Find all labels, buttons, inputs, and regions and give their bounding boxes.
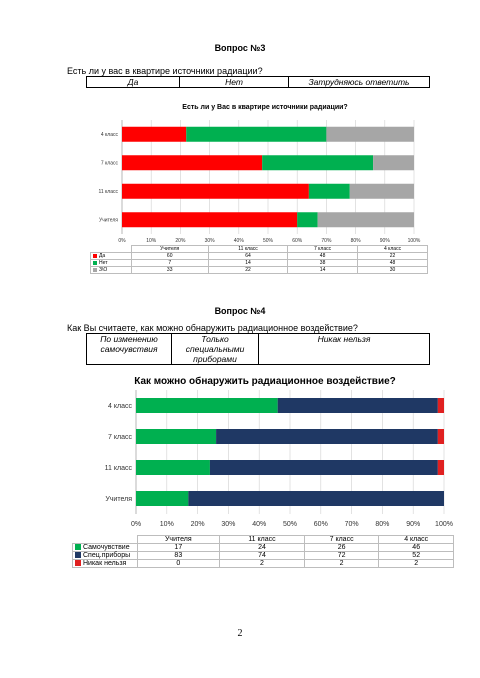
page-number: 2 xyxy=(237,628,243,639)
series-legend-cell xyxy=(91,260,132,267)
q4-option-none: Никак нельзя xyxy=(259,334,430,365)
bar-segment xyxy=(122,127,186,142)
table-value-cell: 83 xyxy=(137,552,220,560)
table-row xyxy=(73,560,454,568)
chart2-data-table xyxy=(72,535,454,568)
table-value-cell: 60 xyxy=(131,253,208,260)
x-tick-label: 50% xyxy=(262,238,274,244)
x-tick-label: 0% xyxy=(118,238,126,244)
table-value-cell: 48 xyxy=(358,260,428,267)
table-value-cell: 14 xyxy=(208,260,287,267)
chart1-plot xyxy=(90,116,430,246)
series-legend-cell xyxy=(91,267,132,274)
series-legend-cell xyxy=(73,544,138,552)
legend-swatch xyxy=(93,261,97,265)
bar-segment xyxy=(216,429,438,444)
bar-segment xyxy=(122,184,309,199)
chart1-title: Есть ли у Вас в квартире источники радиации? xyxy=(182,104,348,111)
legend-swatch xyxy=(75,552,81,558)
x-tick-label: 30% xyxy=(221,521,236,528)
table-value-cell: 33 xyxy=(131,267,208,274)
bar-segment xyxy=(438,460,444,475)
table-row xyxy=(91,253,428,260)
q4-option-devices: Только специальными приборами xyxy=(172,334,259,365)
category-label: 4 класс xyxy=(100,131,118,138)
bar-segment xyxy=(186,127,326,142)
table-header-cell: 7 класс xyxy=(288,246,358,253)
bar-segment xyxy=(309,184,350,199)
table-value-cell: 2 xyxy=(220,560,305,568)
q4-options-table xyxy=(86,333,430,365)
category-label: Учителя xyxy=(105,495,132,503)
table-value-cell: 17 xyxy=(137,544,220,552)
series-legend-cell xyxy=(91,253,132,260)
table-value-cell: 46 xyxy=(379,544,454,552)
category-label: 11 класс xyxy=(98,188,118,195)
bar-segment xyxy=(136,460,210,475)
x-tick-label: 90% xyxy=(406,521,421,528)
series-legend-cell xyxy=(73,552,138,560)
category-label: 7 класс xyxy=(100,160,118,167)
q3-question: Есть ли у вас в квартире источники радиации? xyxy=(67,66,263,76)
table-header-cell: Учителя xyxy=(131,246,208,253)
x-tick-label: 100% xyxy=(435,521,453,528)
table-row xyxy=(73,552,454,560)
table-value-cell: 24 xyxy=(220,544,305,552)
bar-segment xyxy=(136,429,216,444)
series-name: Да xyxy=(99,253,106,259)
series-name: З\О xyxy=(99,267,108,273)
table-value-cell: 72 xyxy=(304,552,379,560)
x-tick-label: 90% xyxy=(379,238,390,244)
q4-question: Как Вы считаете, как можно обнаружить радиационное воздействие? xyxy=(67,323,358,333)
bar-segment xyxy=(122,155,262,170)
legend-swatch xyxy=(93,254,97,258)
bar-segment xyxy=(297,212,317,227)
category-label: 11 класс xyxy=(104,464,132,472)
x-tick-label: 10% xyxy=(159,521,174,528)
table-value-cell: 7 xyxy=(131,260,208,267)
table-value-cell: 14 xyxy=(288,267,358,274)
category-label: 7 класс xyxy=(108,433,132,441)
x-tick-label: 10% xyxy=(146,238,157,244)
x-tick-label: 80% xyxy=(375,521,390,528)
table-value-cell: 52 xyxy=(379,552,454,560)
table-value-cell: 0 xyxy=(137,560,220,568)
bar-segment xyxy=(188,491,444,506)
table-value-cell: 22 xyxy=(208,267,287,274)
x-tick-label: 70% xyxy=(344,521,359,528)
legend-swatch xyxy=(75,560,81,566)
x-tick-label: 60% xyxy=(292,238,303,244)
q3-options-table xyxy=(86,76,430,88)
x-tick-label: 100% xyxy=(407,238,421,244)
bar-segment xyxy=(438,398,444,413)
q3-heading: Вопрос №3 xyxy=(214,43,266,53)
table-row xyxy=(91,267,428,274)
series-name: Никак нельзя xyxy=(83,560,127,567)
x-tick-label: 60% xyxy=(313,521,328,528)
legend-swatch xyxy=(93,268,97,272)
series-name: Спец.приборы xyxy=(83,552,131,559)
x-tick-label: 30% xyxy=(204,238,215,244)
q4-option-feeling: По изменению самочувствия xyxy=(87,334,172,365)
bar-segment xyxy=(438,429,444,444)
q3-option-unsure: Затрудняюсь ответить xyxy=(289,77,430,88)
bar-segment xyxy=(122,212,297,227)
table-value-cell: 48 xyxy=(288,253,358,260)
x-tick-label: 40% xyxy=(252,521,267,528)
table-value-cell: 64 xyxy=(208,253,287,260)
x-tick-label: 40% xyxy=(233,238,244,244)
q4-heading: Вопрос №4 xyxy=(214,306,266,316)
series-name: Нет xyxy=(99,260,108,266)
table-header-cell: 4 класс xyxy=(379,536,454,544)
x-tick-label: 80% xyxy=(350,238,361,244)
table-value-cell: 74 xyxy=(220,552,305,560)
bar-segment xyxy=(350,184,414,199)
bar-segment xyxy=(210,460,438,475)
table-header-cell: 7 класс xyxy=(304,536,379,544)
category-label: 4 класс xyxy=(108,402,132,410)
chart2-title: Как можно обнаружить радиационное воздействие? xyxy=(134,376,396,387)
bar-segment xyxy=(262,155,373,170)
table-row xyxy=(73,544,454,552)
bar-segment xyxy=(136,398,278,413)
series-name: Самочувствие xyxy=(83,544,130,551)
table-value-cell: 22 xyxy=(358,253,428,260)
table-header-cell: Учителя xyxy=(137,536,220,544)
x-tick-label: 0% xyxy=(130,521,142,528)
table-value-cell: 38 xyxy=(288,260,358,267)
table-value-cell: 2 xyxy=(379,560,454,568)
chart2-plot xyxy=(90,390,460,534)
table-header-cell: 4 класс xyxy=(358,246,428,253)
table-corner xyxy=(73,536,138,544)
x-tick-label: 20% xyxy=(175,238,186,244)
bar-segment xyxy=(136,491,188,506)
x-tick-label: 20% xyxy=(190,521,205,528)
table-value-cell: 30 xyxy=(358,267,428,274)
bar-segment xyxy=(373,155,414,170)
chart1-data-table xyxy=(90,245,428,274)
bar-segment xyxy=(278,398,438,413)
q3-option-yes: Да xyxy=(87,77,180,88)
category-label: Учителя xyxy=(98,217,118,224)
x-tick-label: 50% xyxy=(282,521,298,528)
bar-segment xyxy=(318,212,414,227)
table-corner xyxy=(91,246,132,253)
q3-option-no: Нет xyxy=(180,77,289,88)
table-value-cell: 26 xyxy=(304,544,379,552)
table-header-cell: 11 класс xyxy=(220,536,305,544)
table-header-cell: 11 класс xyxy=(208,246,287,253)
x-tick-label: 70% xyxy=(321,238,332,244)
legend-swatch xyxy=(75,544,81,550)
series-legend-cell xyxy=(73,560,138,568)
table-row xyxy=(91,260,428,267)
bar-segment xyxy=(326,127,414,142)
table-value-cell: 2 xyxy=(304,560,379,568)
